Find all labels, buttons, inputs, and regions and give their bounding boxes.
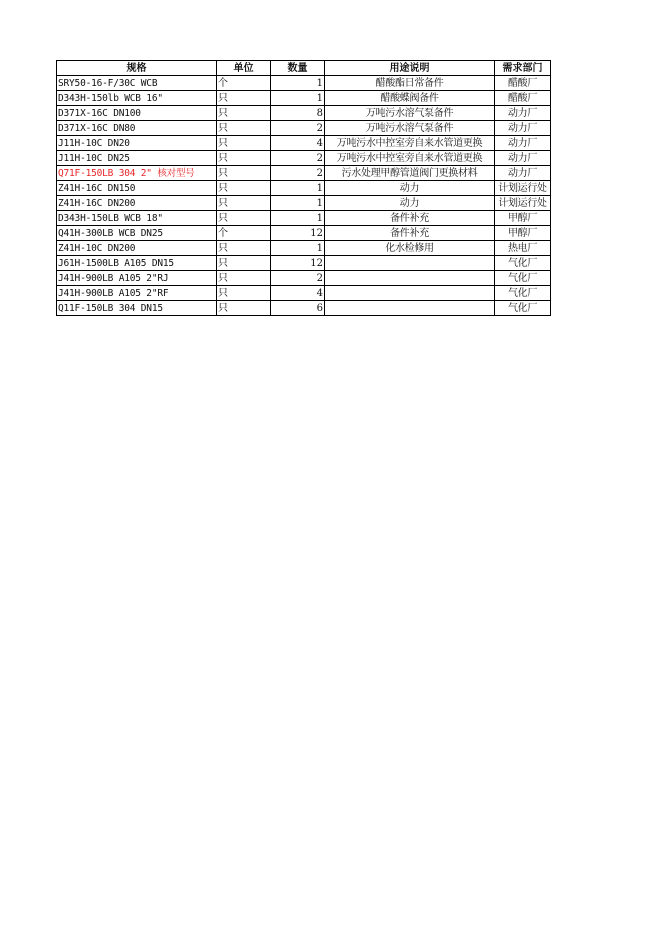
- cell-dept[interactable]: 动力厂: [495, 106, 551, 121]
- cell-dept[interactable]: 醋酸厂: [495, 76, 551, 91]
- cell-unit[interactable]: 只: [217, 196, 271, 211]
- cell-unit[interactable]: 只: [217, 166, 271, 181]
- cell-dept[interactable]: 计划运行处: [495, 181, 551, 196]
- cell-purpose[interactable]: 醋酸酯日常备件: [325, 76, 495, 91]
- cell-unit[interactable]: 个: [217, 76, 271, 91]
- header-dept[interactable]: 需求部门: [495, 61, 551, 76]
- table-row: [57, 151, 551, 166]
- cell-qty[interactable]: 1: [271, 181, 325, 196]
- table-row: [57, 226, 551, 241]
- cell-dept[interactable]: 动力厂: [495, 136, 551, 151]
- cell-dept[interactable]: 热电厂: [495, 241, 551, 256]
- cell-spec[interactable]: J41H-900LB A105 2"RF: [57, 286, 217, 301]
- cell-spec[interactable]: SRY50-16-F/30C WCB: [57, 76, 217, 91]
- requisition-table: [56, 60, 551, 316]
- cell-purpose[interactable]: 污水处理甲醇管道阀门更换材料: [325, 166, 495, 181]
- cell-spec[interactable]: J11H-10C DN20: [57, 136, 217, 151]
- cell-dept[interactable]: 计划运行处: [495, 196, 551, 211]
- cell-dept[interactable]: 甲醇厂: [495, 226, 551, 241]
- cell-spec[interactable]: Q11F-150LB 304 DN15: [57, 301, 217, 316]
- cell-qty[interactable]: 1: [271, 196, 325, 211]
- cell-dept[interactable]: 气化厂: [495, 286, 551, 301]
- header-purpose[interactable]: 用途说明: [325, 61, 495, 76]
- cell-qty[interactable]: 2: [271, 121, 325, 136]
- cell-spec[interactable]: Z41H-16C DN150: [57, 181, 217, 196]
- cell-dept[interactable]: 动力厂: [495, 121, 551, 136]
- cell-spec[interactable]: D371X-16C DN100: [57, 106, 217, 121]
- cell-purpose[interactable]: 动力: [325, 181, 495, 196]
- table-body: [57, 76, 551, 316]
- cell-purpose[interactable]: [325, 256, 495, 271]
- cell-purpose[interactable]: 醋酸蝶阀备件: [325, 91, 495, 106]
- cell-unit[interactable]: 个: [217, 226, 271, 241]
- cell-unit[interactable]: 只: [217, 151, 271, 166]
- cell-purpose[interactable]: 万吨污水中控室旁自来水管道更换: [325, 151, 495, 166]
- cell-spec[interactable]: J61H-1500LB A105 DN15: [57, 256, 217, 271]
- cell-unit[interactable]: 只: [217, 301, 271, 316]
- cell-qty[interactable]: 4: [271, 136, 325, 151]
- table-row: [57, 301, 551, 316]
- cell-spec[interactable]: Z41H-10C DN200: [57, 241, 217, 256]
- cell-dept[interactable]: 气化厂: [495, 256, 551, 271]
- table-row: [57, 181, 551, 196]
- cell-dept[interactable]: 气化厂: [495, 301, 551, 316]
- table-row: [57, 271, 551, 286]
- table-row: [57, 286, 551, 301]
- cell-purpose[interactable]: 动力: [325, 196, 495, 211]
- header-spec[interactable]: 规格: [57, 61, 217, 76]
- cell-qty[interactable]: 2: [271, 166, 325, 181]
- cell-unit[interactable]: 只: [217, 271, 271, 286]
- cell-qty[interactable]: 6: [271, 301, 325, 316]
- cell-qty[interactable]: 12: [271, 226, 325, 241]
- cell-spec[interactable]: J11H-10C DN25: [57, 151, 217, 166]
- cell-dept[interactable]: 甲醇厂: [495, 211, 551, 226]
- cell-qty[interactable]: 1: [271, 91, 325, 106]
- table-row: [57, 91, 551, 106]
- cell-qty[interactable]: 2: [271, 151, 325, 166]
- cell-spec[interactable]: D343H-150LB WCB 18": [57, 211, 217, 226]
- cell-spec[interactable]: D371X-16C DN80: [57, 121, 217, 136]
- cell-spec[interactable]: Z41H-16C DN200: [57, 196, 217, 211]
- cell-qty[interactable]: 1: [271, 76, 325, 91]
- table-row: [57, 211, 551, 226]
- table-row: [57, 76, 551, 91]
- cell-unit[interactable]: 只: [217, 211, 271, 226]
- header-qty[interactable]: 数量: [271, 61, 325, 76]
- cell-purpose[interactable]: 万吨污水中控室旁自来水管道更换: [325, 136, 495, 151]
- cell-spec[interactable]: D343H-150lb WCB 16": [57, 91, 217, 106]
- cell-unit[interactable]: 只: [217, 136, 271, 151]
- cell-qty[interactable]: 8: [271, 106, 325, 121]
- cell-unit[interactable]: 只: [217, 256, 271, 271]
- cell-purpose[interactable]: [325, 271, 495, 286]
- cell-purpose[interactable]: 备件补充: [325, 211, 495, 226]
- cell-purpose[interactable]: 万吨污水溶气泵备件: [325, 121, 495, 136]
- cell-spec[interactable]: Q41H-300LB WCB DN25: [57, 226, 217, 241]
- table-row: [57, 256, 551, 271]
- cell-dept[interactable]: 动力厂: [495, 151, 551, 166]
- cell-unit[interactable]: 只: [217, 181, 271, 196]
- cell-dept[interactable]: 动力厂: [495, 166, 551, 181]
- table-row: [57, 196, 551, 211]
- spreadsheet: [56, 60, 551, 316]
- cell-qty[interactable]: 4: [271, 286, 325, 301]
- cell-qty[interactable]: 2: [271, 271, 325, 286]
- cell-purpose[interactable]: 万吨污水溶气泵备件: [325, 106, 495, 121]
- cell-unit[interactable]: 只: [217, 241, 271, 256]
- cell-qty[interactable]: 12: [271, 256, 325, 271]
- cell-purpose[interactable]: [325, 286, 495, 301]
- header-row: [57, 61, 551, 76]
- cell-qty[interactable]: 1: [271, 241, 325, 256]
- cell-unit[interactable]: 只: [217, 91, 271, 106]
- table-row: [57, 136, 551, 151]
- cell-purpose[interactable]: 化水检修用: [325, 241, 495, 256]
- table-row: [57, 106, 551, 121]
- cell-unit[interactable]: 只: [217, 106, 271, 121]
- cell-qty[interactable]: 1: [271, 211, 325, 226]
- table-row: [57, 121, 551, 136]
- table-row: [57, 166, 551, 181]
- cell-spec[interactable]: Q71F-150LB 304 2" 核对型号: [57, 166, 217, 181]
- cell-unit[interactable]: 只: [217, 286, 271, 301]
- cell-dept[interactable]: 醋酸厂: [495, 91, 551, 106]
- cell-purpose[interactable]: 备件补充: [325, 226, 495, 241]
- cell-dept[interactable]: 气化厂: [495, 271, 551, 286]
- table-row: [57, 241, 551, 256]
- cell-spec[interactable]: J41H-900LB A105 2"RJ: [57, 271, 217, 286]
- cell-purpose[interactable]: [325, 301, 495, 316]
- header-unit[interactable]: 单位: [217, 61, 271, 76]
- cell-unit[interactable]: 只: [217, 121, 271, 136]
